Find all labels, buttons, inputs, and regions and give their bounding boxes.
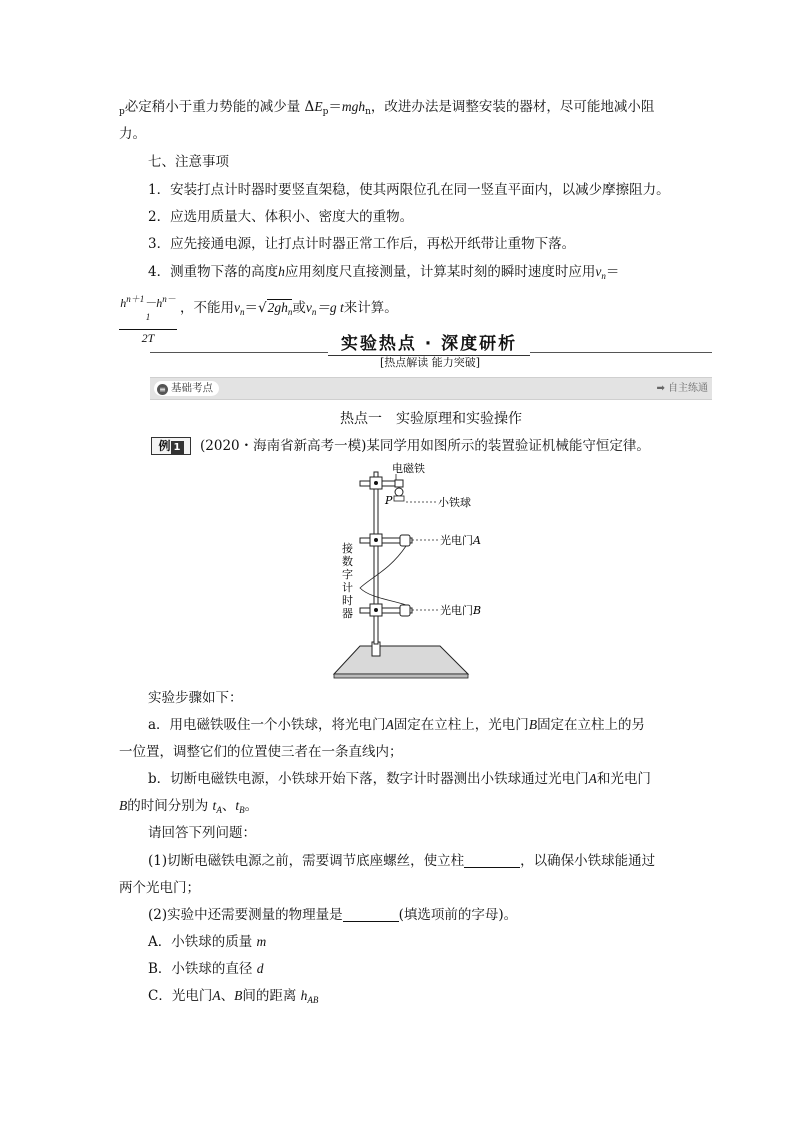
text: p — [322, 107, 329, 117]
text: －h — [144, 296, 163, 310]
text: h — [120, 296, 127, 310]
notes-heading: 七、注意事项 — [148, 154, 229, 170]
text: 应用刻度尺直接测量，计算某时刻的瞬时速度时应用 — [284, 264, 596, 280]
note-item-continuation — [180, 298, 398, 322]
base-plate — [334, 646, 468, 674]
point-p-label: P — [385, 494, 393, 507]
base-plate-edge — [334, 674, 468, 678]
text: A — [588, 771, 597, 786]
text: (2)实验中还需要测量的物理量是 — [148, 907, 343, 923]
question-2 — [148, 905, 517, 925]
text: (填选项前的字母)。 — [398, 907, 518, 923]
text: mgh — [341, 99, 366, 114]
paragraph-line — [119, 97, 654, 122]
note-item: 1．安装打点计时器时要竖直架稳，使其两限位孔在同一竖直平面内，以减少摩擦阻力。 — [148, 182, 670, 198]
text: 2gh — [267, 300, 288, 315]
text: v — [305, 300, 312, 315]
sqrt-expression — [267, 299, 293, 315]
question-1 — [148, 851, 655, 871]
text: m — [256, 934, 267, 949]
section-subtitle: [热点解读 能力突破] — [379, 356, 481, 369]
text: n — [240, 307, 245, 317]
text: 基础考点 — [171, 382, 213, 394]
gate-b-sensor — [400, 605, 410, 616]
text: n — [601, 271, 606, 281]
timer-label-char: 器 — [342, 607, 353, 620]
timer-label-char: 接 — [342, 542, 353, 555]
text: (1)切断电磁铁电源之前，需要调节底座螺丝，使立柱 — [148, 853, 465, 869]
text: n — [365, 107, 371, 117]
text: B — [528, 717, 538, 732]
text: A — [473, 534, 481, 547]
answer-blank[interactable] — [343, 907, 399, 922]
question-1-continuation: 两个光电门； — [119, 880, 200, 896]
text: 4．测重物下落的高度 — [148, 264, 279, 280]
basic-topic-tab[interactable] — [154, 381, 219, 396]
section-title: 实验热点 · 深度研析 — [328, 333, 530, 355]
text: h — [278, 264, 285, 279]
text: 例 — [158, 439, 171, 453]
note-item — [148, 262, 619, 286]
text: A．小铁球的质量 — [148, 934, 253, 950]
gate-a-sensor — [400, 535, 410, 546]
stand-column — [374, 472, 378, 644]
text: B．小铁球的直径 — [148, 961, 253, 977]
text: 光电门 — [440, 604, 473, 617]
text: B — [239, 805, 245, 815]
text: ＝ — [605, 264, 620, 280]
text: ＝ — [328, 99, 342, 115]
text: B — [119, 798, 128, 813]
note-item: 3．应先接通电源，让打点计时器正常工作后，再松开纸带让重物下落。 — [148, 236, 576, 252]
timer-label-char: 时 — [342, 594, 353, 607]
text: ，改进办法是调整安装的器材，尽可能地减小阻 — [370, 99, 655, 115]
text: 光电门 — [440, 534, 473, 547]
clamp-screw — [374, 538, 378, 542]
gate-a-label — [440, 533, 481, 547]
option-b — [148, 959, 263, 979]
text: A — [385, 717, 394, 732]
text: 。 — [244, 798, 259, 814]
timer-label-char: 字 — [342, 568, 353, 581]
fraction-denominator: 2T — [141, 331, 155, 345]
option-c — [148, 986, 318, 1010]
example-text: (2020・海南省新高考一模)某同学用如图所示的装置验证机械能守恒定律。 — [200, 438, 650, 454]
magnet-label: 电磁铁 — [392, 462, 425, 475]
text: b．切断电磁铁电源，小铁球开始下落，数字计时器测出小铁球通过光电门 — [148, 771, 589, 787]
text: 的时间分别为 — [127, 798, 209, 814]
text: h — [300, 988, 308, 1003]
ball-holder — [394, 496, 404, 501]
text: 、 — [221, 798, 236, 814]
text: E — [314, 99, 323, 114]
text: n－1 — [145, 294, 176, 322]
text: 固定在立柱上，光电门 — [393, 717, 529, 733]
text: 力。 — [119, 126, 146, 142]
hot-topic-title: 热点一 实验原理和实验操作 — [340, 411, 522, 427]
step-a-line — [148, 715, 645, 735]
paragraph-line — [119, 124, 146, 144]
answer-blank[interactable] — [464, 853, 520, 868]
text: n — [311, 307, 317, 317]
gate-b-label — [440, 603, 481, 617]
text: a．用电磁铁吸住一个小铁球，将光电门 — [148, 717, 386, 733]
text: B — [473, 604, 482, 617]
text: v — [234, 300, 240, 315]
text: d — [256, 961, 264, 976]
text: 、 — [220, 988, 235, 1004]
fraction-numerator — [119, 292, 177, 330]
questions-heading: 请回答下列问题： — [148, 825, 256, 841]
topic-bar — [150, 377, 712, 400]
text: C．光电门 — [148, 988, 213, 1004]
timer-label-char: 计 — [342, 581, 353, 594]
clamp-screw — [374, 608, 378, 612]
steps-heading: 实验步骤如下： — [148, 690, 243, 706]
text: n — [287, 307, 293, 317]
text: A — [212, 988, 221, 1003]
text: 来计算。 — [343, 300, 398, 316]
text: ＝g t — [316, 300, 344, 315]
text: B — [234, 988, 243, 1003]
text: n＋1 — [126, 294, 145, 304]
electromagnet — [395, 480, 403, 487]
text: 1 — [171, 441, 184, 454]
step-b-line — [119, 796, 258, 820]
text: ＝√ — [244, 300, 267, 316]
list-icon: ≡ — [157, 384, 168, 395]
step-b-line — [148, 769, 651, 789]
text: 或 — [292, 300, 306, 316]
prefix-mark: p — [119, 107, 125, 117]
timer-label-char: 数 — [342, 555, 353, 568]
text: 和光电门 — [596, 771, 651, 787]
text: 固定在立柱上的另 — [537, 717, 646, 733]
self-practice-link[interactable]: ➡ 自主练通 — [656, 383, 708, 394]
text: ，不能用 — [180, 300, 234, 316]
text: t — [235, 798, 240, 813]
step-a-line: 一位置，调整它们的位置使三者在一条直线内； — [119, 744, 403, 760]
text: 间的距离 — [242, 988, 297, 1004]
clamp-screw — [374, 481, 378, 485]
example-badge — [151, 437, 191, 455]
text: 必定稍小于重力势能的减少量 Δ — [124, 99, 315, 115]
velocity-fraction — [119, 292, 177, 346]
apparatus-figure — [330, 460, 510, 682]
ball-label: 小铁球 — [438, 496, 471, 509]
timer-wire — [360, 546, 406, 605]
iron-ball — [395, 488, 403, 496]
text: AB — [307, 995, 319, 1005]
text: t — [212, 798, 217, 813]
text: A — [216, 805, 222, 815]
text: ，以确保小铁球能通过 — [520, 853, 656, 869]
note-item: 2．应选用质量大、体积小、密度大的重物。 — [148, 209, 414, 225]
text: v — [595, 264, 602, 279]
option-a — [148, 932, 266, 952]
